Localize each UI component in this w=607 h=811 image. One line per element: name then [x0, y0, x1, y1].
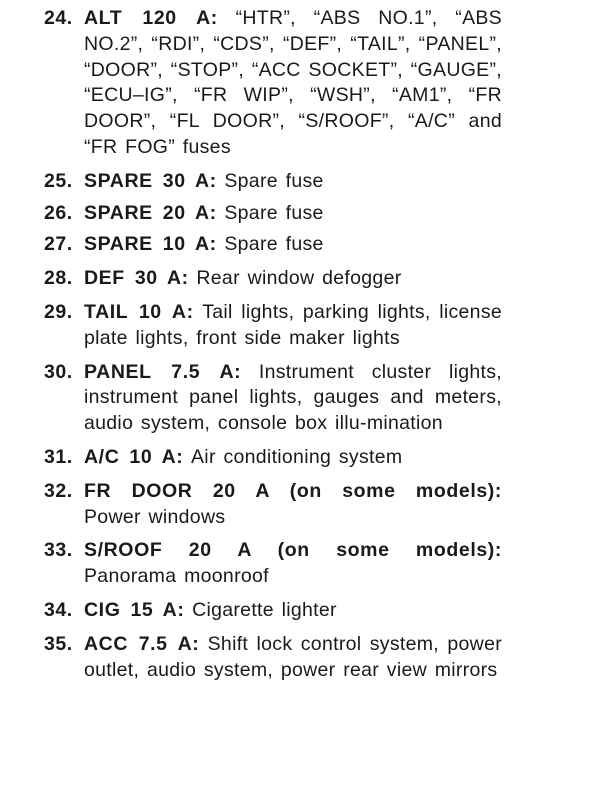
fuse-description: Power windows: [84, 505, 226, 528]
fuse-name: TAIL 10 A:: [84, 300, 194, 323]
fuse-description: “HTR”, “ABS NO.1”, “ABS NO.2”, “RDI”, “CDS”, “DEF”, “TAIL”, “PANEL”, “DOOR”, “STOP”, “ACC SOCKET”, “GAUGE”, “ECU–IG”, “FR WIP”, “WSH”, “AM1”, “FR DOOR”, “FL DOOR”, “S/ROOF”, “A/C” and “FR FOG” fuses: [84, 7, 502, 158]
fuse-item-29: [44, 300, 502, 352]
fuse-item-34: [44, 598, 502, 624]
fuse-description: Rear window defogger: [196, 267, 402, 290]
fuse-description: Panorama moonroof: [84, 565, 269, 588]
fuse-description: Instrument cluster lights, instrument panel lights, gauges and meters, audio system, console box illu-mination: [84, 360, 502, 435]
fuse-number: 26.: [44, 201, 73, 224]
fuse-name: S/ROOF 20 A (on some models):: [84, 539, 502, 562]
fuse-number: 28.: [44, 267, 73, 290]
fuse-name: ACC 7.5 A:: [84, 632, 200, 655]
fuse-description: Spare fuse: [224, 233, 324, 256]
fuse-item-35: [44, 632, 502, 684]
fuse-number: 33.: [44, 539, 73, 562]
fuse-description: Spare fuse: [224, 169, 324, 192]
fuse-name: A/C 10 A:: [84, 445, 184, 468]
fuse-item-30: [44, 360, 502, 437]
fuse-item-25: [44, 169, 502, 195]
fuse-item-26: [44, 201, 502, 227]
fuse-description: Tail lights, parking lights, license plate lights, front side maker lights: [84, 300, 503, 349]
fuse-description: Shift lock control system, power outlet, audio system, power rear view mirrors: [84, 632, 503, 681]
fuse-item-27: [44, 232, 502, 258]
fuse-number: 30.: [44, 360, 73, 383]
fuse-name: FR DOOR 20 A (on some models):: [84, 479, 502, 502]
fuse-number: 34.: [44, 598, 73, 621]
fuse-number: 27.: [44, 233, 73, 256]
fuse-name: PANEL 7.5 A:: [84, 360, 242, 383]
fuse-number: 24.: [44, 7, 73, 29]
fuse-description: Cigarette lighter: [192, 598, 337, 621]
fuse-item-28: [44, 266, 502, 292]
fuse-name: CIG 15 A:: [84, 598, 185, 621]
fuse-item-24: [44, 6, 502, 161]
fuse-description: Air conditioning system: [191, 445, 403, 468]
fuse-list: [44, 6, 502, 691]
fuse-name: SPARE 30 A:: [84, 169, 217, 192]
fuse-number: 31.: [44, 445, 73, 468]
fuse-item-32: [44, 479, 502, 531]
fuse-name: SPARE 20 A:: [84, 201, 217, 224]
fuse-item-31: [44, 445, 502, 471]
fuse-description: Spare fuse: [224, 201, 324, 224]
fuse-name: DEF 30 A:: [84, 267, 189, 290]
fuse-number: 25.: [44, 169, 73, 192]
fuse-number: 32.: [44, 479, 73, 502]
fuse-item-33: [44, 538, 502, 590]
fuse-number: 29.: [44, 300, 73, 323]
fuse-number: 35.: [44, 632, 73, 655]
fuse-name: SPARE 10 A:: [84, 233, 217, 256]
fuse-name: ALT 120 A:: [84, 7, 218, 29]
